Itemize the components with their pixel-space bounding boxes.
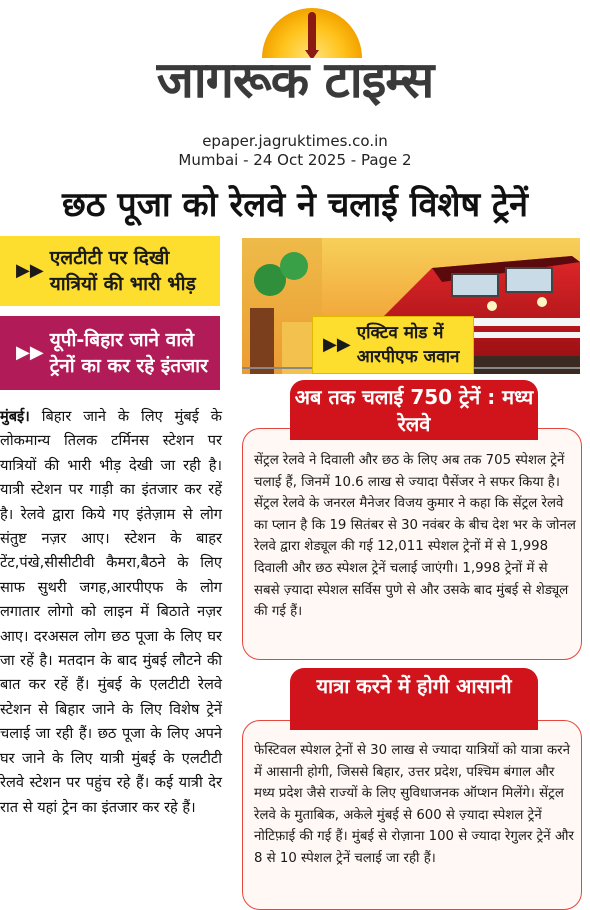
box-heading-easy-travel: यात्रा करने में होगी आसानी xyxy=(290,668,538,730)
double-arrow-icon: ▶▶ xyxy=(323,334,351,355)
article-text: बिहार जाने के लिए मुंबई के लोकमान्य तिलक टर्मिनस स्टेशन पर यात्रियों की भारी भीड़ देखी जा रही है। यात्री स्टेशन पर गाड़ी का इंतजार कर रहें है। रेलवे द्वारा किये गए इंतेज़ाम से लोग संतुष्ट नज़र आए। स्टेशन के बाहर टेंट,पंखे,सीसीटीवी कैमरा,बैठने के लिए साफ सुथरी जगह,आरपीएफ के लोग लगातार लोगो को लाइन में बिठाते नज़र आए। दरअसल लोग छठ पूजा के लिए घर जा रहें है। मतदान के बाद मुंबई लौटने की बात कर रहें हैं। मुंबई के एलटीटी रेलवे स्टेशन से बिहार जाने के लिए विशेष ट्रेनें चलाई जा रही हैं। छठ पूजा के लिए अपने घर जाने के लिए यात्री मुंबई के एलटीटी रेलवे स्टेशन पर पहुंच रहे हैं। कई यात्री देर रात से यहां ट्रेन का इंतजार कर रहे हैं। xyxy=(0,408,222,816)
subhead-label: एलटीटी पर दिखी यात्रियों की भारी भीड़ xyxy=(49,247,196,295)
epaper-url: epaper.jagruktimes.co.in xyxy=(202,132,388,150)
main-headline: छठ पूजा को रेलवे ने चलाई विशेष ट्रेनें xyxy=(61,185,529,225)
subhead-label: यूपी-बिहार जाने वाले ट्रेनों का कर रहे इंतजार xyxy=(49,329,208,377)
masthead xyxy=(0,0,590,130)
box-text-easy-travel: फेस्टिवल स्पेशल ट्रेनों से 30 लाख से ज्यादा यात्रियों को यात्रा करने में आसानी होगी, जिससे बिहार, उत्तर प्रदेश, पश्चिम बंगाल और मध्य प्रदेश जैसे राज्यों के लिए सुविधाजनक ऑप्शन मिलेंगे। सेंट्रल रेलवे के मुताबिक, अकेले मुंबई से 600 से ज़्यादा स्पेशल ट्रेनें नोटिफ़ाई की गई हैं। मुंबई से रोज़ाना 100 से ज्यादा रेगुलर ट्रेनें और 8 से 10 स्पेशल ट्रेनें चलाई जा रही हैं। xyxy=(254,743,574,866)
double-arrow-icon: ▶▶ xyxy=(16,260,44,281)
double-arrow-icon: ▶▶ xyxy=(16,342,44,363)
dateline-lead: मुंबई। xyxy=(0,408,30,425)
masthead-title: जागरूक टाइम्स xyxy=(156,51,434,109)
dateline: Mumbai - 24 Oct 2025 - Page 2 xyxy=(178,151,412,169)
left-article-body xyxy=(0,405,222,820)
subhead-up-bihar-trains xyxy=(0,316,220,390)
box-text-special-trains: सेंट्रल रेलवे ने दिवाली और छठ के लिए अब तक 705 स्पेशल ट्रेनें चलाई हैं, जिनमें 10.6 लाख से ज्यादा पैसेंजर ने सफर किया है। सेंट्रल रेलवे के जनरल मैनेजर विजय कुमार ने कहा कि सेंट्रल रेलवे का प्लान है कि 19 सितंबर से 30 नवंबर के बीच देश भर के जोनल रेलवे द्वारा शेड्यूल की गई 12,011 स्पेशल ट्रेनों में से 1,998 दिवाली और छठ स्पेशल ट्रेनें चलाई जाएंगी। 1,998 ट्रेनों में से सबसे ज़्यादा स्पेशल सर्विस पुणे से और उसके बाद मुंबई से शेड्यूल की गई हैं। xyxy=(254,453,576,620)
box-heading-750-trains: अब तक चलाई 750 ट्रेनें : मध्य रेलवे xyxy=(290,380,538,440)
subhead-label: एक्टिव मोड में आरपीएफ जवान xyxy=(356,323,460,367)
subhead-rpf-active xyxy=(312,316,474,374)
subhead-ltt-crowd xyxy=(0,236,220,306)
